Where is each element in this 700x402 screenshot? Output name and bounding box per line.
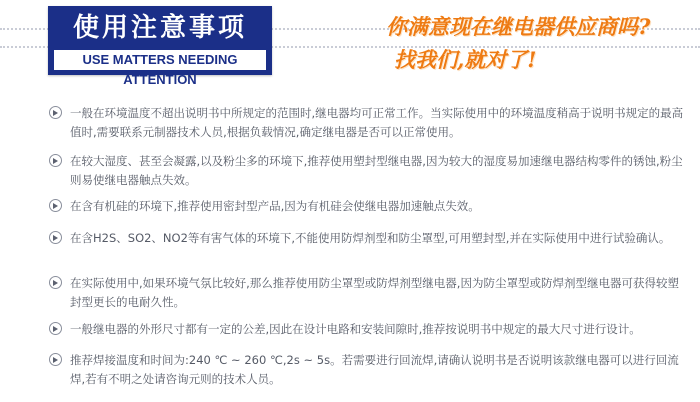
section-title-banner — [48, 6, 272, 87]
arrow-bullet-icon — [49, 154, 62, 167]
note-text: 在含H2S、SO2、NO2等有害气体的环境下,不能使用防焊剂型和防尘罩型,可用塑封型,并在实际使用中进行试验确认。 — [70, 231, 671, 245]
arrow-bullet-icon — [49, 276, 62, 289]
note-text: 在含有机硅的环境下,推荐使用密封型产品,因为有机硅会使继电器加速触点失效。 — [70, 199, 480, 213]
note-text: 一般继电器的外形尺寸都有一定的公差,因此在设计电路和安装间隙时,推荐按说明书中规定的最大尺寸进行设计。 — [70, 322, 641, 336]
note-text: 推荐焊接温度和时间为:240 ℃ ~ 260 ℃,2s ~ 5s。若需要进行回流焊,请确认说明书是否说明该款继电器可以进行回流焊,若有不明之处请咨询元则的技术人员。 — [70, 353, 679, 386]
arrow-bullet-icon — [49, 199, 62, 212]
section-title-english: USE MATTERS NEEDING ATTENTION — [54, 50, 266, 70]
tagline-line-1: 你满意现在继电器供应商吗? — [386, 14, 651, 39]
arrow-bullet-icon — [49, 322, 62, 335]
tagline-line-2: 找我们,就对了! — [394, 47, 537, 72]
supplier-tagline — [386, 10, 700, 76]
note-text: 在较大湿度、甚至会凝露,以及粉尘多的环境下,推荐使用塑封型继电器,因为较大的湿度易加速继电器结构零件的锈蚀,粉尘则易使继电器触点失效。 — [70, 154, 683, 187]
arrow-bullet-icon — [49, 231, 62, 244]
section-title-chinese: 使用注意事项 — [72, 13, 247, 43]
arrow-bullet-icon — [49, 106, 62, 119]
note-text: 一般在环境温度不超出说明书中所规定的范围时,继电器均可正常工作。当实际使用中的环境温度稍高于说明书规定的最高值时,需要联系元制器技术人员,根据负载情况,确定继电器是否可以正常使用。 — [70, 106, 684, 139]
note-text: 在实际使用中,如果环境气氛比较好,那么推荐使用防尘罩型或防焊剂型继电器,因为防尘罩型或防焊剂型继电器可获得较塑封型更长的电耐久性。 — [70, 276, 679, 309]
arrow-bullet-icon — [49, 353, 62, 366]
